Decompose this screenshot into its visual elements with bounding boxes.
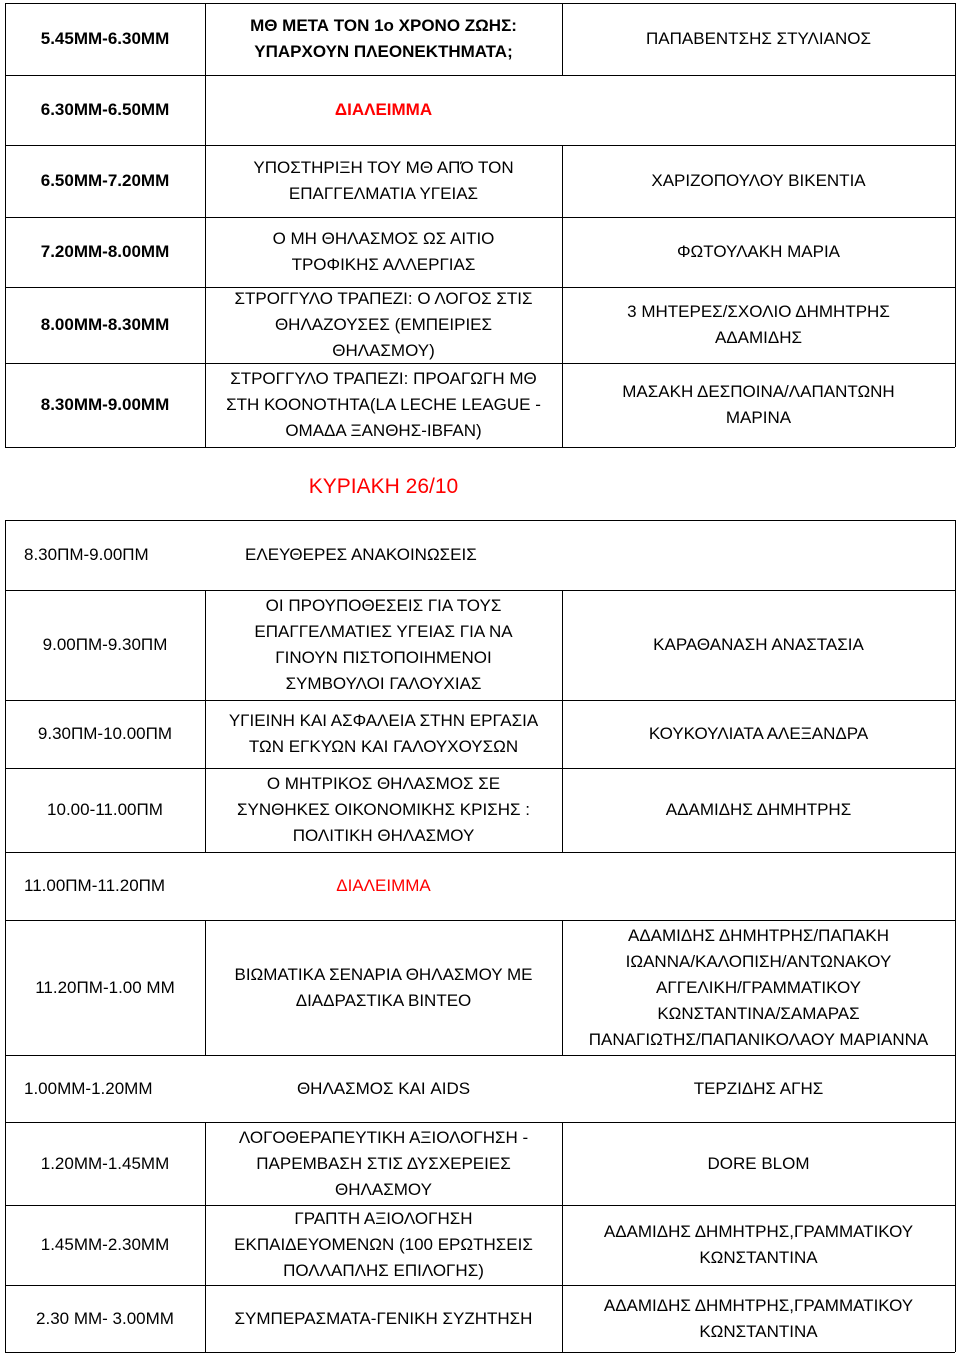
topic-cell: [205, 1285, 562, 1352]
speaker-cell: [562, 287, 955, 363]
table-border: [955, 3, 956, 447]
time-cell: [5, 145, 205, 217]
time-text: 9.30ΠΜ-10.00ΠΜ: [37, 724, 173, 743]
speaker-text: ΦΩΤΟΥΛΑΚΗ ΜΑΡΙΑ: [676, 242, 841, 261]
topic-cell: [205, 700, 562, 768]
speaker-text: ΚΑΡΑΘΑΝΑΣΗ ΑΝΑΣΤΑΣΙΑ: [653, 635, 864, 654]
topic-cell: [205, 590, 562, 700]
table-border: [5, 1352, 955, 1353]
topic-text: Ο ΜΗ ΘΗΛΑΣΜΟΣ ΩΣ ΑΙΤΙΟ ΤΡΟΦΙΚΗΣ ΑΛΛΕΡΓΙΑΣ: [272, 229, 495, 274]
time-text: 8.00ΜΜ-8.30ΜΜ: [40, 315, 170, 334]
topic-text: ΕΛΕΥΘΕΡΕΣ ΑΝΑΚΟΙΝΩΣΕΙΣ: [245, 545, 477, 564]
speaker-text: ΑΔΑΜΙΔΗΣ ΔΗΜΗΤΡΗΣ,ΓΡΑΜΜΑΤΙΚΟΥ ΚΩΝΣΤΑΝΤΙΝΑ: [603, 1295, 914, 1341]
time-cell: [5, 1285, 205, 1352]
topic-text: ΓΡΑΠΤΗ ΑΞΙΟΛΟΓΗΣΗ ΕΚΠΑΙΔΕΥΟΜΕΝΩΝ (100 ΕΡΩΤΗΣΕΙΣ ΠΟΛΛΑΠΛΗΣ ΕΠΙΛΟΓΗΣ): [234, 1209, 533, 1280]
speaker-text: ΚΟΥΚΟΥΛΙΑΤΑ ΑΛΕΞΑΝΔΡΑ: [648, 724, 869, 743]
time-cell: [5, 3, 205, 75]
topic-text: ΣΤΡΟΓΓΥΛΟ ΤΡΑΠΕΖΙ: Ο ΛΟΓΟΣ ΣΤΙΣ ΘΗΛΑΖΟΥΣΕΣ (ΕΜΠΕΙΡΙΕΣ ΘΗΛΑΣΜΟΥ): [234, 289, 533, 360]
time-cell: [5, 75, 205, 145]
time-text: 11.00ΠΜ-11.20ΠΜ: [24, 876, 166, 895]
topic-text: ΜΘ ΜΕΤΑ ΤΟΝ 1ο ΧΡΟΝΟ ΖΩΗΣ: ΥΠΑΡΧΟΥΝ ΠΛΕΟΝΕΚΤΗΜΑΤΑ;: [250, 16, 517, 61]
speaker-text: ΤΕΡΖΙΔΗΣ ΑΓΗΣ: [693, 1078, 824, 1098]
speaker-text: 3 ΜΗΤΕΡΕΣ/ΣΧΟΛΙΟ ΔΗΜΗΤΡΗΣ ΑΔΑΜΙΔΗΣ: [627, 302, 890, 347]
topic-text: ΣΤΡΟΓΓΥΛΟ ΤΡΑΠΕΖΙ: ΠΡΟΑΓΩΓΗ ΜΘ ΣΤΗ ΚΟΟΝΟΤΗΤΑ(LA LECHE LEAGUE - ΟΜΑΔΑ ΞΑΝΘΗΣ-IBFAN): [226, 369, 541, 440]
time-cell: [5, 1122, 205, 1205]
table-border: [955, 520, 956, 1352]
time-text: 2.30 ΜΜ- 3.00ΜΜ: [36, 1308, 174, 1328]
speaker-cell: [562, 1055, 955, 1122]
time-cell: [5, 700, 205, 768]
day-heading: [205, 470, 562, 504]
time-cell: [5, 217, 205, 287]
topic-cell: [205, 1205, 562, 1285]
break-label: ΔΙΑΛΕΙΜΜΑ: [336, 876, 431, 895]
time-cell: [5, 1205, 205, 1285]
topic-cell: [205, 287, 562, 363]
speaker-cell: [562, 1122, 955, 1205]
speaker-text: ΠΑΠΑΒΕΝΤΣΗΣ ΣΤΥΛΙΑΝΟΣ: [646, 29, 871, 48]
speaker-cell: [562, 1205, 955, 1285]
speaker-cell: [562, 217, 955, 287]
topic-text: ΥΠΟΣΤΗΡΙΞΗ ΤΟΥ ΜΘ ΑΠΌ ΤΟΝ ΕΠΑΓΓΕΛΜΑΤΙΑ ΥΓΕΙΑΣ: [253, 158, 514, 203]
day-heading-text: ΚΥΡΙΑΚΗ 26/10: [308, 475, 459, 498]
speaker-text: ΧΑΡΙΖΟΠΟΥΛΟΥ ΒΙΚΕΝΤΙΑ: [651, 171, 866, 190]
topic-cell: [205, 1055, 562, 1122]
topic-cell: [205, 3, 562, 75]
time-text: 1.20ΜΜ-1.45ΜΜ: [40, 1153, 170, 1173]
break-label: ΔΙΑΛΕΙΜΜΑ: [334, 100, 433, 119]
time-cell: [5, 768, 205, 852]
topic-text: ΒΙΩΜΑΤΙΚΑ ΣΕΝΑΡΙΑ ΘΗΛΑΣΜΟΥ ΜΕ ΔΙΑΔΡΑΣΤΙΚΑ ΒΙΝΤΕΟ: [234, 964, 533, 1010]
time-text: 8.30ΠΜ-9.00ΠΜ: [24, 545, 149, 564]
speaker-cell: [562, 3, 955, 75]
break-cell: [205, 75, 562, 145]
time-text: 6.50ΜΜ-7.20ΜΜ: [40, 171, 170, 190]
topic-cell: [205, 1122, 562, 1205]
speaker-text: ΑΔΑΜΙΔΗΣ ΔΗΜΗΤΡΗΣ,ΓΡΑΜΜΑΤΙΚΟΥ ΚΩΝΣΤΑΝΤΙΝΑ: [603, 1222, 914, 1267]
time-text: 1.45ΜΜ-2.30ΜΜ: [40, 1235, 170, 1254]
time-text: 1.00ΜΜ-1.20ΜΜ: [24, 1078, 153, 1098]
speaker-text: DORE BLOM: [707, 1153, 810, 1173]
topic-text: Ο ΜΗΤΡΙΚΟΣ ΘΗΛΑΣΜΟΣ ΣΕ ΣΥΝΘΗΚΕΣ ΟΙΚΟΝΟΜΙΚΗΣ ΚΡΙΣΗΣ : ΠΟΛΙΤΙΚΗ ΘΗΛΑΣΜΟΥ: [237, 774, 530, 845]
time-cell: [5, 363, 205, 447]
time-text: 6.30ΜΜ-6.50ΜΜ: [40, 100, 170, 119]
topic-cell: [205, 217, 562, 287]
time-cell: [5, 520, 205, 590]
time-cell: [5, 920, 205, 1055]
topic-text: ΣΥΜΠΕΡΑΣΜΑΤΑ-ΓΕΝΙΚΗ ΣΥΖΗΤΗΣΗ: [234, 1308, 533, 1328]
topic-cell: [205, 520, 625, 590]
speaker-text: ΑΔΑΜΙΔΗΣ ΔΗΜΗΤΡΗΣ/ΠΑΠΑΚΗ ΙΩΑΝΝΑ/ΚΑΛΟΠΙΣΗ/ΑΝΤΩΝΑΚΟΥ ΑΓΓΕΛΙΚΗ/ΓΡΑΜΜΑΤΙΚΟΥ ΚΩΝΣΤΑΝΤΙΝΑ/ΣΑΜΑΡΑΣ ΠΑΝΑΓΙΩΤΗΣ/ΠΑΠΑΝΙΚΟΛΑΟΥ ΜΑΡΙΑΝΝΑ: [588, 925, 929, 1049]
speaker-cell: [562, 700, 955, 768]
topic-cell: [205, 363, 562, 447]
topic-text: ΥΓΙΕΙΝΗ ΚΑΙ ΑΣΦΑΛΕΙΑ ΣΤΗΝ ΕΡΓΑΣΙΑ ΤΩΝ ΕΓΚΥΩΝ ΚΑΙ ΓΑΛΟΥΧΟΥΣΩΝ: [228, 711, 539, 756]
speaker-cell: [562, 363, 955, 447]
speaker-cell: [562, 768, 955, 852]
speaker-cell: [562, 590, 955, 700]
speaker-cell: [562, 920, 955, 1055]
time-text: 9.00ΠΜ-9.30ΠΜ: [42, 635, 168, 654]
topic-text: ΟΙ ΠΡΟΥΠΟΘΕΣΕΙΣ ΓΙΑ ΤΟΥΣ ΕΠΑΓΓΕΛΜΑΤΙΕΣ ΥΓΕΙΑΣ ΓΙΑ ΝΑ ΓΙΝΟΥΝ ΠΙΣΤΟΠΟΙΗΜΕΝΟΙ ΣΥΜΒΟΥΛΟΙ ΓΑΛΟΥΧΙΑΣ: [254, 596, 513, 693]
speaker-text: ΜΑΣΑΚΗ ΔΕΣΠΟΙΝΑ/ΛΑΠΑΝΤΩΝΗ ΜΑΡΙΝΑ: [622, 382, 895, 427]
time-text: 7.20ΜΜ-8.00ΜΜ: [40, 242, 170, 261]
topic-text: ΘΗΛΑΣΜΟΣ ΚΑΙ AIDS: [296, 1078, 471, 1098]
table-border: [5, 447, 955, 448]
speaker-cell: [562, 145, 955, 217]
time-cell: [5, 287, 205, 363]
speaker-cell: [562, 1285, 955, 1352]
time-text: 10.00-11.00ΠΜ: [47, 800, 163, 819]
topic-text: ΛΟΓΟΘΕΡΑΠΕΥΤΙΚΗ ΑΞΙΟΛΟΓΗΣΗ - ΠΑΡΕΜΒΑΣΗ ΣΤΙΣ ΔΥΣΧΕΡΕΙΕΣ ΘΗΛΑΣΜΟΥ: [238, 1127, 529, 1199]
break-cell: [205, 852, 562, 920]
topic-cell: [205, 145, 562, 217]
topic-cell: [205, 920, 562, 1055]
speaker-text: ΑΔΑΜΙΔΗΣ ΔΗΜΗΤΡΗΣ: [665, 800, 852, 819]
topic-cell: [205, 768, 562, 852]
time-text: 11.20ΠΜ-1.00 ΜΜ: [35, 977, 175, 997]
time-text: 5.45ΜΜ-6.30ΜΜ: [40, 29, 170, 48]
time-cell: [5, 590, 205, 700]
time-text: 8.30ΜΜ-9.00ΜΜ: [40, 395, 170, 414]
